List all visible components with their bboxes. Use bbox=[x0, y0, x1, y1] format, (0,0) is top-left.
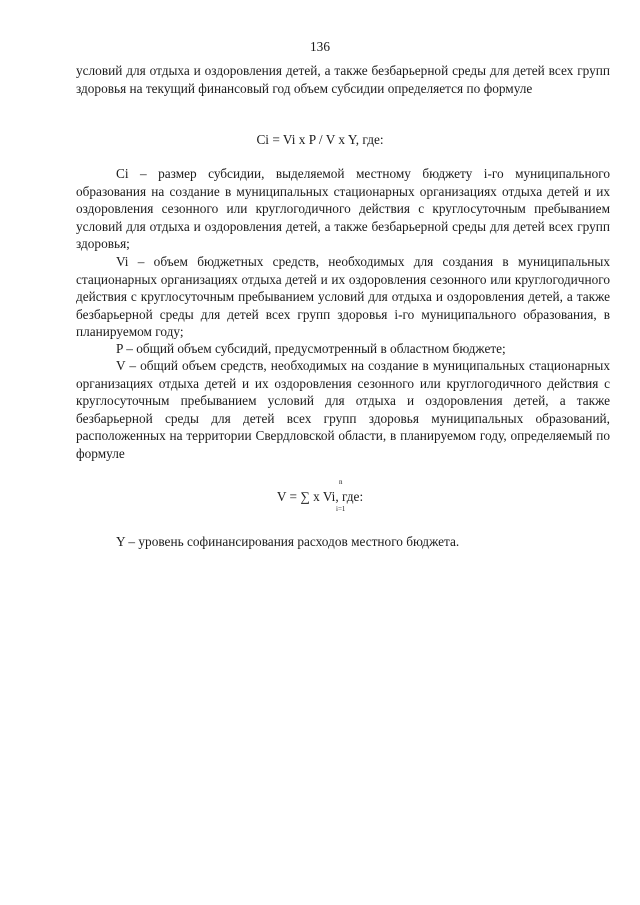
sum-formula-text: V = ∑ x Vi, где: bbox=[276, 489, 364, 504]
page-number: 136 bbox=[310, 39, 330, 54]
sum-lower-limit: i=1 bbox=[336, 505, 346, 513]
p-definition: P – общий объем субсидий, предусмотренный в областном бюджете; bbox=[116, 341, 506, 356]
main-formula: Ci = Vi x P / V x Y, где: bbox=[256, 132, 384, 147]
y-definition: Y – уровень софинансирования расходов местного бюджета. bbox=[116, 534, 460, 549]
sum-upper-limit: n bbox=[339, 478, 343, 486]
intro-paragraph: условий для отдыха и оздоровления детей, а также безбарьерной среды для детей всех групп здоровья на текущий финансовый год объем субсидии определяется по формуле bbox=[76, 63, 610, 96]
vi-definition: Vi – объем бюджетных средств, необходимых для создания в муниципальных стационарных организациях отдыха детей и их оздоровления сезонного или круглогодичного действия с круглосуточным пребыванием условий для отдыха и оздоровления детей, а также безбарьерной среды для детей всех групп здоровья i-го муниципального образования, в планируемом году; bbox=[76, 254, 610, 340]
ci-definition: Ci – размер субсидии, выделяемой местному бюджету i-го муниципального образования на создание в муниципальных стационарных организациях отдыха детей и их оздоровления сезонного или круглогодичного действия с круглосуточным пребыванием условий для отдыха и оздоровления детей, а также безбарьерной среды для детей всех групп здоровья; bbox=[76, 166, 610, 252]
v-definition: V – общий объем средств, необходимых на создание в муниципальных стационарных организациях отдыха детей и их оздоровления сезонного или круглогодичного действия с круглосуточным пребыванием условий для отдыха и оздоровления детей, а также безбарьерной среды для детей всех групп здоровья муниципальных образований, расположенных на территории Свердловской области, в планируемом году, определяемый по формуле bbox=[76, 358, 610, 461]
sum-formula bbox=[0, 478, 640, 518]
